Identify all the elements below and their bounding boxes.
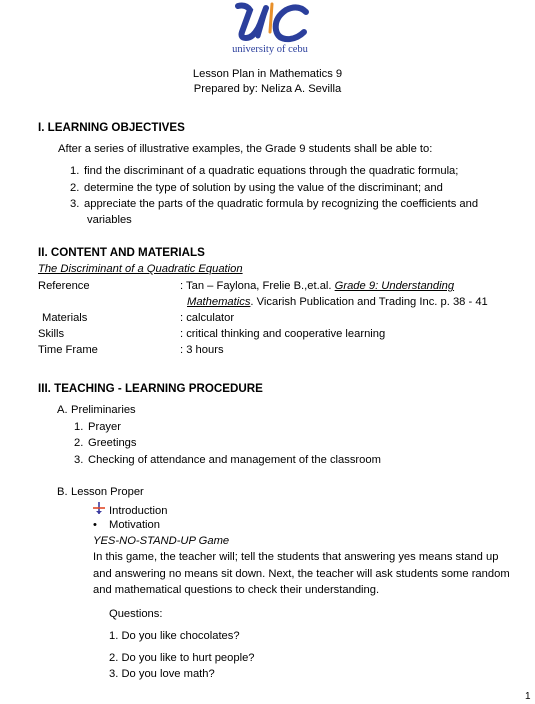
objective-text: appreciate the parts of the quadratic formula by recognizing the coefficients and [84,198,479,210]
skills-label: Skills [38,328,65,340]
game-line: and answering no means sit down. Next, the teacher will ask students some random [93,568,510,580]
bullet-dot-icon: • [93,519,97,531]
game-title: YES-NO-STAND-UP Game [93,535,230,547]
objective-item: 3. appreciate the parts of the quadratic formula by recognizing the coefficients and [70,198,479,210]
section-1-heading: I. LEARNING OBJECTIVES [38,121,185,134]
arrow-bullet-icon [93,502,109,519]
question-item: 2. Do you like to hurt people? [109,652,255,664]
uc-logo-icon [220,2,320,46]
part-a-heading [57,403,136,418]
section-1-intro: After a series of illustrative examples, the Grade 9 students shall be able to: [58,143,433,155]
section-2-heading: II. CONTENT AND MATERIALS [38,246,205,259]
question-item: 1. Do you like chocolates? [109,630,240,642]
part-a-label: A. [57,404,68,416]
part-a-title: Preliminaries [71,404,136,416]
preliminary-item: 2. Greetings [74,437,137,449]
questions-label: Questions: [109,608,163,620]
page-number: 1 [525,691,531,702]
materials-value: : calculator [180,312,235,324]
reference-label: Reference [38,280,90,292]
preliminary-item: 1. Prayer [74,421,121,433]
preliminary-item: 3. Checking of attendance and management of the classroom [74,454,381,466]
objective-item: 2. determine the type of solution by using the value of the discriminant; and [70,182,443,194]
part-b-heading [57,485,144,500]
timeframe-label: Time Frame [38,344,98,356]
motivation-item [93,518,160,533]
preliminary-text: Checking of attendance and management of the classroom [88,454,381,466]
section-3-heading: III. TEACHING - LEARNING PROCEDURE [38,382,263,395]
reference-value [180,279,454,294]
timeframe-value: : 3 hours [180,344,224,356]
reference-book-title-cont: Mathematics [187,296,251,308]
introduction-item [93,502,167,519]
objective-item: 1. find the discriminant of a quadratic equations through the quadratic formula; [70,165,459,177]
lesson-topic: The Discriminant of a Quadratic Equation [38,263,243,275]
logo-text: university of cebu [232,44,308,55]
document-title: Lesson Plan in Mathematics 9 [192,68,343,80]
game-line: and mathematical questions to check their understanding. [93,584,380,596]
question-item: 3. Do you love math? [109,668,215,680]
motivation-label: Motivation [109,519,160,531]
reference-continuation [187,295,488,310]
preliminary-text: Greetings [88,437,137,449]
part-b-label: B. [57,486,68,498]
reference-book-title: Grade 9: Understanding [334,280,455,292]
objective-continuation: variables [87,214,132,226]
preliminary-text: Prayer [88,421,121,433]
reference-publisher: . Vicarish Publication and Trading Inc. p. 38 - 41 [250,296,488,308]
materials-label: Materials [42,312,88,324]
skills-value: : critical thinking and cooperative learning [180,328,386,340]
reference-authors: : Tan – Faylona, Frelie B.,et.al. [180,280,335,292]
game-line: In this game, the teacher will; tell the students that answering yes means stand up [93,551,499,563]
objective-text: determine the type of solution by using the value of the discriminant; and [84,182,443,194]
introduction-label: Introduction [109,505,168,517]
prepared-by: Prepared by: Neliza A. Sevilla [193,83,342,95]
objective-text: find the discriminant of a quadratic equations through the quadratic formula; [84,165,459,177]
university-logo [220,2,320,60]
part-b-title: Lesson Proper [71,486,144,498]
